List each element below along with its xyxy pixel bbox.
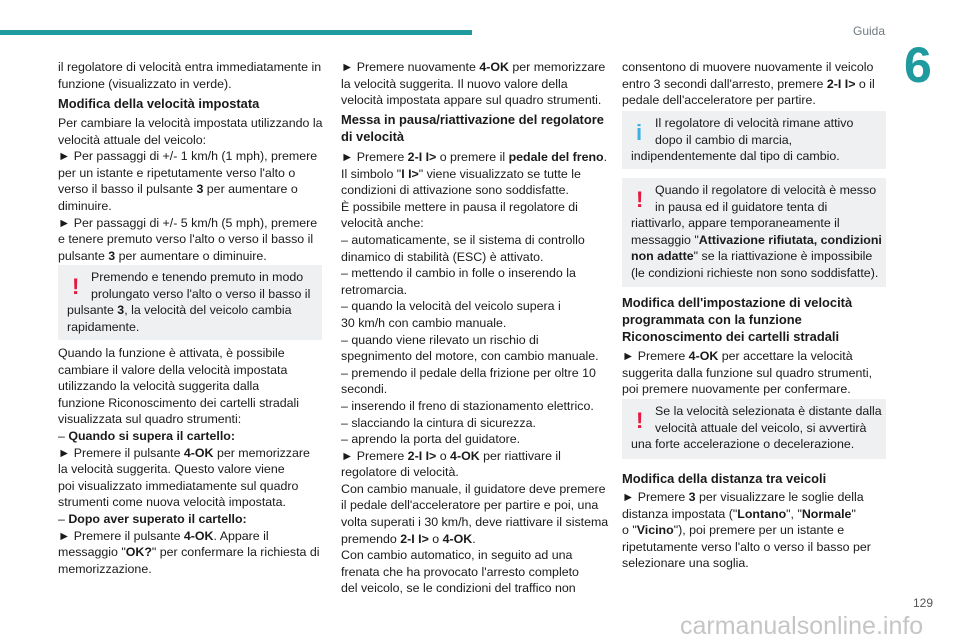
- text-run: rapidamente.: [67, 319, 140, 334]
- text-line: [67, 319, 310, 336]
- text-run: ► Premere: [622, 490, 689, 504]
- text-run: (le condizioni richieste non sono soddisfatte).: [631, 265, 879, 280]
- text-line: [341, 265, 608, 282]
- text-line: [58, 345, 320, 362]
- bold-text: 3: [688, 490, 696, 504]
- text-run: ► Per passaggi di +/- 1 km/h (1 mph), premere: [58, 149, 318, 164]
- text-run: Se la velocità selezionata è distante dalla: [655, 404, 882, 418]
- text-line: [341, 365, 608, 382]
- text-line: [341, 59, 605, 76]
- text-line: [622, 365, 872, 382]
- bold-text: non adatte: [631, 249, 694, 264]
- text-run: per riattivare il: [479, 448, 561, 463]
- text-run: Riconoscimento dei cartelli stradali: [622, 329, 840, 344]
- bold-text: Attivazione rifiutata, condizioni: [698, 232, 882, 247]
- text-run: –: [58, 511, 69, 526]
- text-run: o premere il: [436, 150, 509, 164]
- text-run: messaggio ": [631, 232, 699, 247]
- text-line: [58, 76, 321, 93]
- text-run: spegnimento del motore, con cambio manuale.: [341, 349, 599, 364]
- paragraph: [58, 345, 320, 577]
- text-run: Il simbolo ": [341, 166, 402, 181]
- text-run: ripetutamente verso l'alto o verso il basso per: [622, 539, 871, 554]
- text-line: [631, 436, 882, 453]
- bold-text: I I>: [401, 166, 419, 181]
- warning-icon: !: [636, 187, 644, 212]
- text-line: [58, 528, 320, 545]
- text-run: ": [851, 506, 856, 521]
- paragraph: [341, 149, 608, 597]
- bold-text: 3: [117, 303, 125, 318]
- text-line: [341, 348, 608, 365]
- text-line: [67, 302, 310, 319]
- bold-text: Normale: [801, 506, 852, 521]
- text-line: [631, 248, 882, 265]
- text-run: selezionare una soglia.: [622, 556, 749, 571]
- text-run: Messa in pausa/riattivazione del regolatore: [341, 112, 604, 127]
- text-line: [58, 59, 321, 76]
- text-run: "), poi premere per un istante e: [673, 523, 845, 538]
- text-run: per visualizzare le soglie della: [695, 490, 864, 504]
- bold-text: 3: [108, 248, 116, 263]
- text-run: suggerita dalla funzione sul quadro strumenti,: [622, 365, 873, 380]
- text-run: velocità attuale del veicolo, si avvertirà: [655, 420, 867, 435]
- text-line: [341, 564, 608, 581]
- text-line: [622, 555, 871, 572]
- text-line: [58, 231, 322, 248]
- bold-text: 4-OK: [183, 445, 214, 460]
- text-line: [341, 415, 608, 432]
- text-run: , la velocità del veicolo cambia: [124, 303, 292, 318]
- paragraph: [622, 489, 871, 572]
- text-line: [631, 265, 882, 282]
- text-line: [622, 76, 875, 93]
- bold-text: 2-I I>: [407, 150, 437, 164]
- text-line: [622, 381, 872, 398]
- text-run: ► Per passaggi di +/- 5 km/h (5 mph), premere: [58, 215, 318, 230]
- warning-callout: [622, 178, 886, 287]
- bold-text: 4-OK: [183, 528, 214, 543]
- text-line: [58, 494, 320, 511]
- text-run: velocità attuale del veicolo:: [58, 132, 207, 147]
- text-line: [341, 398, 608, 415]
- text-line: [622, 59, 875, 76]
- text-run: utilizzando la velocità suggerita dalla: [58, 379, 260, 394]
- text-run: di velocità: [341, 129, 405, 144]
- callout-text: [67, 269, 310, 335]
- warning-callout: [58, 265, 322, 340]
- text-run: " se la riattivazione è impossibile: [693, 249, 873, 264]
- bold-text: pedale del freno: [508, 150, 604, 164]
- text-run: del veicolo, se le condizioni del traffico non: [341, 581, 576, 596]
- text-line: [341, 531, 608, 548]
- text-run: ", ": [786, 506, 802, 521]
- text-run: Modifica dell'impostazione di velocità: [622, 295, 853, 310]
- text-run: .: [472, 531, 476, 546]
- text-run: per un istante e ripetutamente verso l'alto o: [58, 165, 296, 180]
- paragraph: [58, 59, 321, 92]
- text-run: programmata con la funzione: [622, 312, 802, 327]
- text-line: [341, 580, 608, 597]
- text-run: il pedale dell'acceleratore per partire e poi, una: [341, 498, 599, 513]
- text-line: [58, 478, 320, 495]
- text-line: [341, 282, 608, 299]
- text-line: [622, 294, 852, 311]
- text-run: .: [603, 150, 608, 164]
- text-run: verso il basso il pulsante: [58, 182, 197, 197]
- text-run: cambiare il valore della velocità impostata: [58, 362, 288, 377]
- text-line: [341, 149, 608, 166]
- text-run: per aumentare o diminuire.: [115, 248, 267, 263]
- section-title: Guida: [853, 24, 886, 38]
- bold-text: 2-I I>: [826, 76, 856, 91]
- text-run: Il regolatore di velocità rimane attivo: [655, 116, 854, 130]
- text-line: [341, 497, 608, 514]
- text-line: [58, 511, 320, 528]
- text-run: frenata che ha provocato l'arresto completo: [341, 564, 579, 579]
- page-number: 129: [913, 596, 934, 610]
- text-line: [341, 215, 608, 232]
- text-run: per accettare la velocità: [718, 349, 853, 363]
- bold-text: 4-OK: [688, 349, 719, 363]
- text-line: [622, 470, 826, 487]
- info-callout: [622, 111, 886, 169]
- text-run: riattivarlo, appare temporaneamente il: [631, 216, 840, 231]
- text-line: [341, 232, 608, 249]
- text-run: funzione Riconoscimento dei cartelli stradali: [58, 395, 300, 410]
- text-line: [631, 403, 882, 420]
- text-run: – quando la velocità del veicolo supera i: [341, 299, 561, 314]
- text-line: [341, 182, 608, 199]
- text-run: messaggio ": [58, 545, 126, 560]
- text-run: È possibile mettere in pausa il regolatore di: [341, 199, 578, 214]
- text-run: ► Premere il pulsante: [58, 528, 184, 543]
- text-run: entro 3 secondi dall'arresto, premere: [622, 76, 827, 91]
- watermark: carmanualsonline.info: [680, 612, 924, 640]
- text-run: 30 km/h con cambio manuale.: [341, 315, 507, 330]
- callout-text: [631, 182, 882, 282]
- text-run: la velocità suggerita. Il nuovo valore della: [341, 76, 568, 91]
- text-line: [67, 269, 310, 286]
- text-line: [341, 249, 608, 266]
- text-run: memorizzazione.: [58, 561, 152, 576]
- text-run: velocità impostata appare sul quadro strumenti.: [341, 93, 602, 108]
- text-line: [58, 198, 322, 215]
- callout-text: [631, 115, 853, 165]
- text-line: [631, 215, 882, 232]
- text-line: [341, 381, 608, 398]
- text-run: Modifica della distanza tra veicoli: [622, 471, 827, 486]
- text-run: pulsante: [67, 303, 118, 318]
- text-run: per memorizzare: [213, 445, 310, 460]
- text-run: indipendentemente dal tipo di cambio.: [631, 149, 840, 164]
- text-run: ► Premere: [341, 150, 408, 164]
- text-line: [58, 428, 320, 445]
- text-line: [622, 348, 872, 365]
- text-line: [622, 522, 871, 539]
- text-run: poi premere nuovamente per confermare.: [622, 382, 851, 397]
- text-line: [622, 328, 852, 345]
- text-line: [631, 115, 853, 132]
- bold-text: 3: [196, 182, 204, 197]
- text-line: [622, 311, 852, 328]
- text-line: [341, 448, 608, 465]
- text-line: [58, 445, 320, 462]
- text-run: una forte accelerazione o decelerazione.: [631, 437, 855, 452]
- text-run: consentono di muovere nuovamente il veicolo: [622, 60, 874, 74]
- text-line: [58, 561, 320, 578]
- text-line: [341, 464, 608, 481]
- bold-text: 2-I I>: [400, 531, 429, 546]
- text-line: [622, 92, 875, 109]
- text-run: la velocità suggerita. Questo valore viene: [58, 462, 285, 477]
- paragraph: [341, 59, 605, 109]
- text-run: – premendo il pedale della frizione per oltre 10: [341, 365, 596, 380]
- text-line: [631, 148, 853, 165]
- text-run: dopo il cambio di marcia,: [655, 132, 793, 147]
- text-run: Con cambio automatico, in seguito ad una: [341, 548, 573, 563]
- text-run: pedale dell'acceleratore per partire.: [622, 93, 816, 108]
- text-run: dinamico di stabilità (ESC) è attivato.: [341, 249, 544, 264]
- bold-text: Vicino: [636, 523, 674, 538]
- header-accent-bar: [0, 30, 472, 35]
- text-line: [622, 506, 871, 523]
- text-line: [58, 95, 259, 112]
- text-line: [631, 182, 882, 199]
- text-run: o il: [855, 76, 875, 91]
- chapter-number: 6: [904, 37, 932, 93]
- text-line: [341, 481, 608, 498]
- text-run: strumenti come nuova velocità impostata.: [58, 495, 286, 510]
- text-line: [58, 148, 322, 165]
- text-run: – automaticamente, se il sistema di controllo: [341, 232, 585, 247]
- text-run: velocità anche:: [341, 216, 424, 231]
- bold-text: 4-OK: [442, 531, 473, 546]
- text-run: volta superati i 30 km/h, deve riattivare il sistema: [341, 515, 609, 530]
- bold-text: 4-OK: [450, 448, 480, 463]
- bold-text: Dopo aver superato il cartello:: [68, 511, 247, 526]
- text-run: e tenere premuto verso l'alto o verso il basso il: [58, 232, 314, 247]
- text-line: [58, 181, 322, 198]
- bold-text: OK?: [125, 545, 152, 560]
- bold-text: 2-I I>: [407, 448, 437, 463]
- text-run: per aumentare o: [203, 182, 298, 197]
- text-run: Per cambiare la velocità impostata utilizzando la: [58, 116, 323, 130]
- bold-text: Quando si supera il cartello:: [68, 428, 235, 443]
- text-run: regolatore di velocità.: [341, 465, 459, 480]
- section-heading: [341, 111, 604, 145]
- warning-icon: !: [636, 408, 644, 433]
- text-run: per memorizzare: [508, 60, 606, 74]
- text-line: [622, 539, 871, 556]
- text-line: [67, 286, 310, 303]
- text-run: o ": [622, 523, 637, 538]
- text-run: Quando il regolatore di velocità è messo: [655, 183, 877, 197]
- text-run: funzione (visualizzato in verde).: [58, 76, 232, 91]
- text-line: [622, 489, 871, 506]
- text-run: il regolatore di velocità entra immediatamente in: [58, 60, 322, 74]
- text-line: [58, 362, 320, 379]
- text-run: o: [428, 531, 443, 546]
- text-run: – aprendo la porta del guidatore.: [341, 432, 521, 447]
- text-line: [631, 232, 882, 249]
- paragraph: [58, 115, 322, 264]
- text-run: prolungato verso l'alto o verso il basso il: [91, 286, 311, 301]
- paragraph: [622, 348, 872, 398]
- bold-text: Lontano: [737, 506, 787, 521]
- text-run: – quando viene rilevato un rischio di: [341, 332, 539, 347]
- text-line: [58, 215, 322, 232]
- text-line: [631, 132, 853, 149]
- text-line: [341, 298, 608, 315]
- text-run: " per confermare la richiesta di: [151, 545, 320, 560]
- text-run: condizioni di attivazione sono soddisfatte.: [341, 183, 569, 198]
- text-line: [341, 92, 605, 109]
- text-line: [58, 544, 320, 561]
- text-line: [58, 461, 320, 478]
- text-line: [58, 395, 320, 412]
- text-line: [341, 315, 608, 332]
- text-run: – inserendo il freno di stazionamento elettrico.: [341, 398, 594, 413]
- text-run: – mettendo il cambio in folle o inserendo la: [341, 266, 576, 281]
- text-line: [631, 420, 882, 437]
- text-run: pulsante: [58, 248, 109, 263]
- text-line: [631, 199, 882, 216]
- text-run: Modifica della velocità impostata: [58, 96, 260, 111]
- text-run: –: [58, 428, 69, 443]
- text-run: ► Premere nuovamente: [341, 60, 480, 74]
- text-run: – slacciando la cintura di sicurezza.: [341, 415, 536, 430]
- text-run: . Appare il: [213, 528, 269, 543]
- bold-text: 4-OK: [479, 60, 509, 74]
- text-run: " viene visualizzato se tutte le: [418, 166, 581, 181]
- info-icon: i: [636, 120, 643, 145]
- warning-icon: !: [72, 274, 80, 299]
- text-run: premendo: [341, 531, 401, 546]
- text-line: [58, 411, 320, 428]
- text-run: secondi.: [341, 382, 388, 397]
- text-line: [341, 431, 608, 448]
- text-line: [341, 128, 604, 145]
- text-run: Con cambio manuale, il guidatore deve premere: [341, 481, 606, 496]
- section-heading: [622, 294, 852, 345]
- text-run: ► Premere: [341, 448, 408, 463]
- section-heading: [58, 95, 259, 112]
- callout-text: [631, 403, 882, 453]
- text-run: Premendo e tenendo premuto in modo: [91, 270, 304, 284]
- text-run: ► Premere il pulsante: [58, 445, 184, 460]
- text-run: Quando la funzione è attivata, è possibile: [58, 346, 285, 360]
- text-line: [58, 115, 322, 132]
- text-line: [58, 132, 322, 149]
- text-run: poi visualizzato immediatamente sul quadro: [58, 478, 299, 493]
- text-line: [341, 166, 608, 183]
- text-line: [341, 547, 608, 564]
- text-line: [341, 76, 605, 93]
- text-run: in pausa ed il guidatore tenta di: [655, 199, 828, 214]
- section-heading: [622, 470, 826, 487]
- text-line: [341, 332, 608, 349]
- text-line: [58, 378, 320, 395]
- text-line: [341, 111, 604, 128]
- text-line: [341, 514, 608, 531]
- text-run: retromarcia.: [341, 282, 408, 297]
- paragraph: [622, 59, 875, 109]
- text-run: diminuire.: [58, 198, 112, 213]
- warning-callout: [622, 399, 886, 459]
- text-run: o: [436, 448, 451, 463]
- text-run: distanza impostata (": [622, 506, 738, 521]
- text-line: [341, 199, 608, 216]
- text-run: visualizzata sul quadro strumenti:: [58, 412, 242, 427]
- text-run: ► Premere: [622, 349, 689, 363]
- text-line: [58, 165, 322, 182]
- text-line: [58, 248, 322, 265]
